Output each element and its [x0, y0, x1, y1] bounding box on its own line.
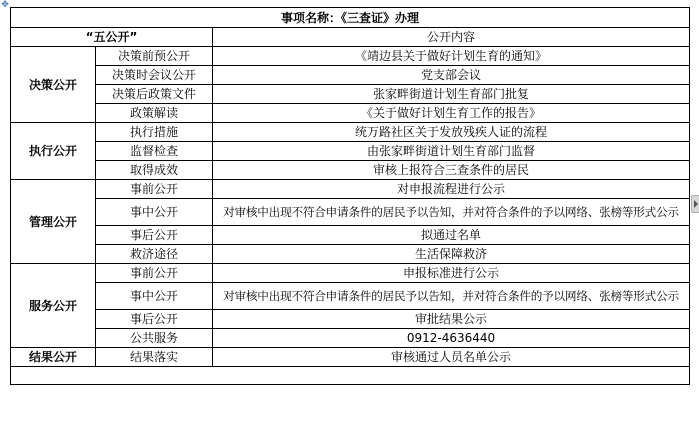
- content-cell: 由张家畔街道计划生育部门监督: [213, 142, 690, 161]
- content-cell: 对审核中出现不符合申请条件的居民予以告知，并对符合条件的予以网络、张榜等形式公示: [213, 199, 690, 226]
- content-cell: 《靖边县关于做好计划生育的通知》: [213, 47, 690, 66]
- item-cell: 事中公开: [96, 283, 213, 310]
- item-cell: 结果落实: [96, 348, 213, 367]
- item-cell: 政策解读: [96, 104, 213, 123]
- content-cell: 审核上报符合三查条件的居民: [213, 161, 690, 180]
- table-title: 事项名称：《三查证》办理: [11, 8, 690, 28]
- item-cell: 事后公开: [96, 310, 213, 329]
- header-five-open: “五公开”: [11, 28, 213, 47]
- item-cell: 决策后政策文件: [96, 85, 213, 104]
- header-content: 公开内容: [213, 28, 690, 47]
- content-cell: 对审核中出现不符合申请条件的居民予以告知，并对符合条件的予以网络、张榜等形式公示: [213, 283, 690, 310]
- item-cell: 决策时会议公开: [96, 66, 213, 85]
- item-cell: 事中公开: [96, 199, 213, 226]
- content-cell: 0912-4636440: [213, 329, 690, 348]
- content-cell: 张家畔街道计划生育部门批复: [213, 85, 690, 104]
- category-decision: 决策公开: [11, 47, 96, 123]
- item-cell: 监督检查: [96, 142, 213, 161]
- category-result: 结果公开: [11, 348, 96, 367]
- content-cell: 统万路社区关于发放残疾人证的流程: [213, 123, 690, 142]
- item-cell: 执行措施: [96, 123, 213, 142]
- right-arrow-icon[interactable]: [691, 195, 699, 213]
- table-move-handle-icon[interactable]: ✥: [1, 0, 9, 10]
- disclosure-table: [10, 7, 690, 385]
- category-execution: 执行公开: [11, 123, 96, 180]
- item-cell: 决策前预公开: [96, 47, 213, 66]
- item-cell: 事前公开: [96, 180, 213, 199]
- content-cell: 生活保障救济: [213, 245, 690, 264]
- item-cell: 救济途径: [96, 245, 213, 264]
- content-cell: 对申报流程进行公示: [213, 180, 690, 199]
- item-cell: 取得成效: [96, 161, 213, 180]
- blank-row: [11, 367, 690, 385]
- item-cell: 公共服务: [96, 329, 213, 348]
- content-cell: 《关于做好计划生育工作的报告》: [213, 104, 690, 123]
- content-cell: 党支部会议: [213, 66, 690, 85]
- item-cell: 事前公开: [96, 264, 213, 283]
- category-service: 服务公开: [11, 264, 96, 348]
- category-management: 管理公开: [11, 180, 96, 264]
- item-cell: 事后公开: [96, 226, 213, 245]
- content-cell: 审批结果公示: [213, 310, 690, 329]
- content-cell: 申报标准进行公示: [213, 264, 690, 283]
- content-cell: 审核通过人员名单公示: [213, 348, 690, 367]
- content-cell: 拟通过名单: [213, 226, 690, 245]
